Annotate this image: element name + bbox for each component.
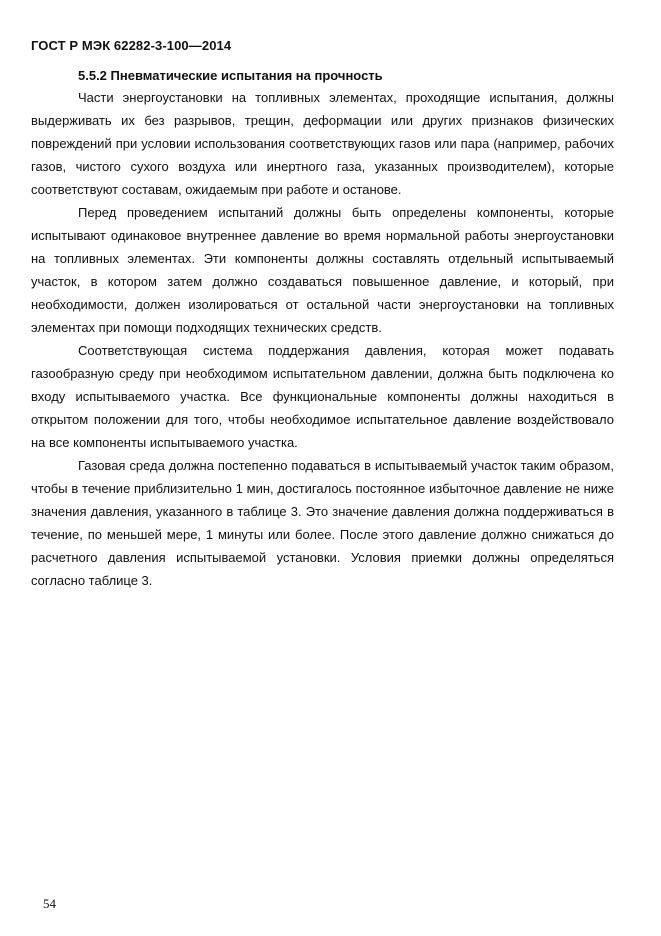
paragraph-4: Газовая среда должна постепенно подаваться в испытываемый участок таким образом, чтобы в течение приблизительно 1 мин, достигалось постоянное избыточное давление не ниже значения давления, указанного в таблице 3. Это значение давления должна поддерживаться в течение, по меньшей мере, 1 минуты или более. После этого давление должно снижаться до расчетного давления испытываемой установки. Условия приемки должны определяться согласно таблице 3. (31, 458, 614, 588)
section-body (31, 66, 614, 592)
page-number: 54 (43, 896, 56, 911)
paragraph-2: Перед проведением испытаний должны быть определены компоненты, которые испытывают одинаковое внутреннее давление во время нормальной работы энергоустановки на топливных элементах. Эти компоненты должны составлять отдельный испытываемый участок, в котором затем должно создаваться повышенное давление, и который, при необходимости, должен изолироваться от остальной части энергоустановки на топливных элементах при помощи подходящих технических средств. (31, 205, 614, 335)
paragraph-3: Соответствующая система поддержания давления, которая может подавать газообразную среду при необходимом испытательном давлении, должна быть подключена ко входу испытываемого участка. Все функциональные компоненты должны находиться в открытом положении для того, чтобы необходимое испытательное давление воздействовало на все компоненты испытываемого участка. (31, 343, 614, 450)
document-header: ГОСТ Р МЭК 62282-3-100—2014 (31, 38, 232, 53)
paragraph-1: Части энергоустановки на топливных элементах, проходящие испытания, должны выдерживать их без разрывов, трещин, деформации или других признаков физических повреждений при условии использования соответствующих газов или пара (например, рабочих газов, чистого сухого воздуха или инертного газа, указанных производителем), которые соответствуют составам, ожидаемым при работе и останове. (31, 90, 614, 197)
section-heading: 5.5.2 Пневматические испытания на прочность (78, 68, 383, 83)
